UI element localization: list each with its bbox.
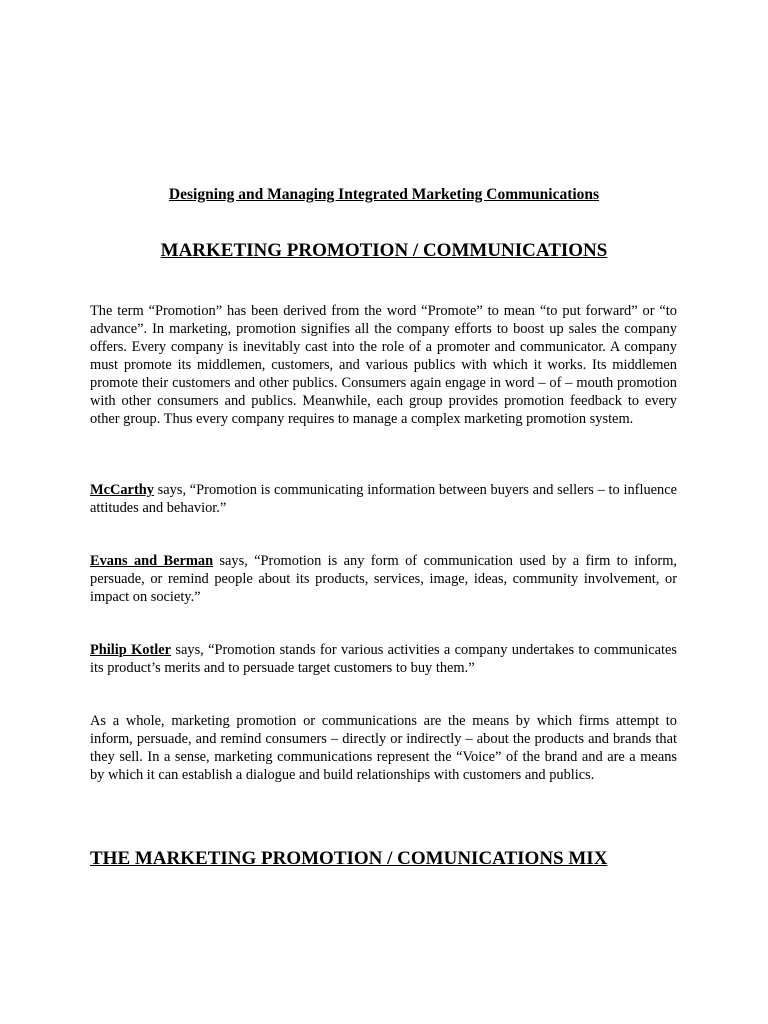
intro-paragraph: The term “Promotion” has been derived from the word “Promote” to mean “to put forward” or “to advance”. In marketing, promotion signifies all the company efforts to boost up sales the company offers. Every company is inevitably cast into the role of a promoter and communicator. A company must promote its middlemen, customers, and various publics with which it works. Its middlemen promote their customers and other publics. Consumers again engage in word – of – mouth promotion with other consumers and publics. Meanwhile, each group provides promotion feedback to every other group. Thus every company requires to manage a complex marketing promotion system. [90,303,677,427]
quote-author-evans-berman: Evans and Berman [90,553,214,569]
summary-paragraph: As a whole, marketing promotion or communications are the means by which firms attempt to inform, persuade, and remind consumers – directly or indirectly – about the products and brands that they sell. In a sense, marketing communications represent the “Voice” of the brand and are a means by which it can establish a dialogue and build relationships with customers and publics. [90,713,677,783]
quote-text-kotler: says, “Promotion stands for various activities a company undertakes to communicates its product’s merits and to persuade target customers to buy them.” [90,642,678,676]
quote-text-evans-berman: says, “Promotion is any form of communication used by a firm to inform, persuade, or remind people about its products, services, image, ideas, community involvement, or impact on society.” [90,553,677,605]
document-title: Designing and Managing Integrated Marketing Communications [168,186,600,203]
quote-author-kotler: Philip Kotler [90,642,172,658]
quote-paragraph-kotler [90,641,677,677]
section-heading-promotion-mix: THE MARKETING PROMOTION / COMUNICATIONS MIX [90,848,608,869]
main-heading: MARKETING PROMOTION / COMMUNICATIONS [160,240,608,261]
quote-paragraph-mccarthy [90,481,677,517]
quote-author-mccarthy: McCarthy [90,482,154,498]
quote-text-mccarthy: says, “Promotion is communicating information between buyers and sellers – to influence attitudes and behavior.” [90,482,677,516]
quote-paragraph-evans-berman [90,552,677,606]
